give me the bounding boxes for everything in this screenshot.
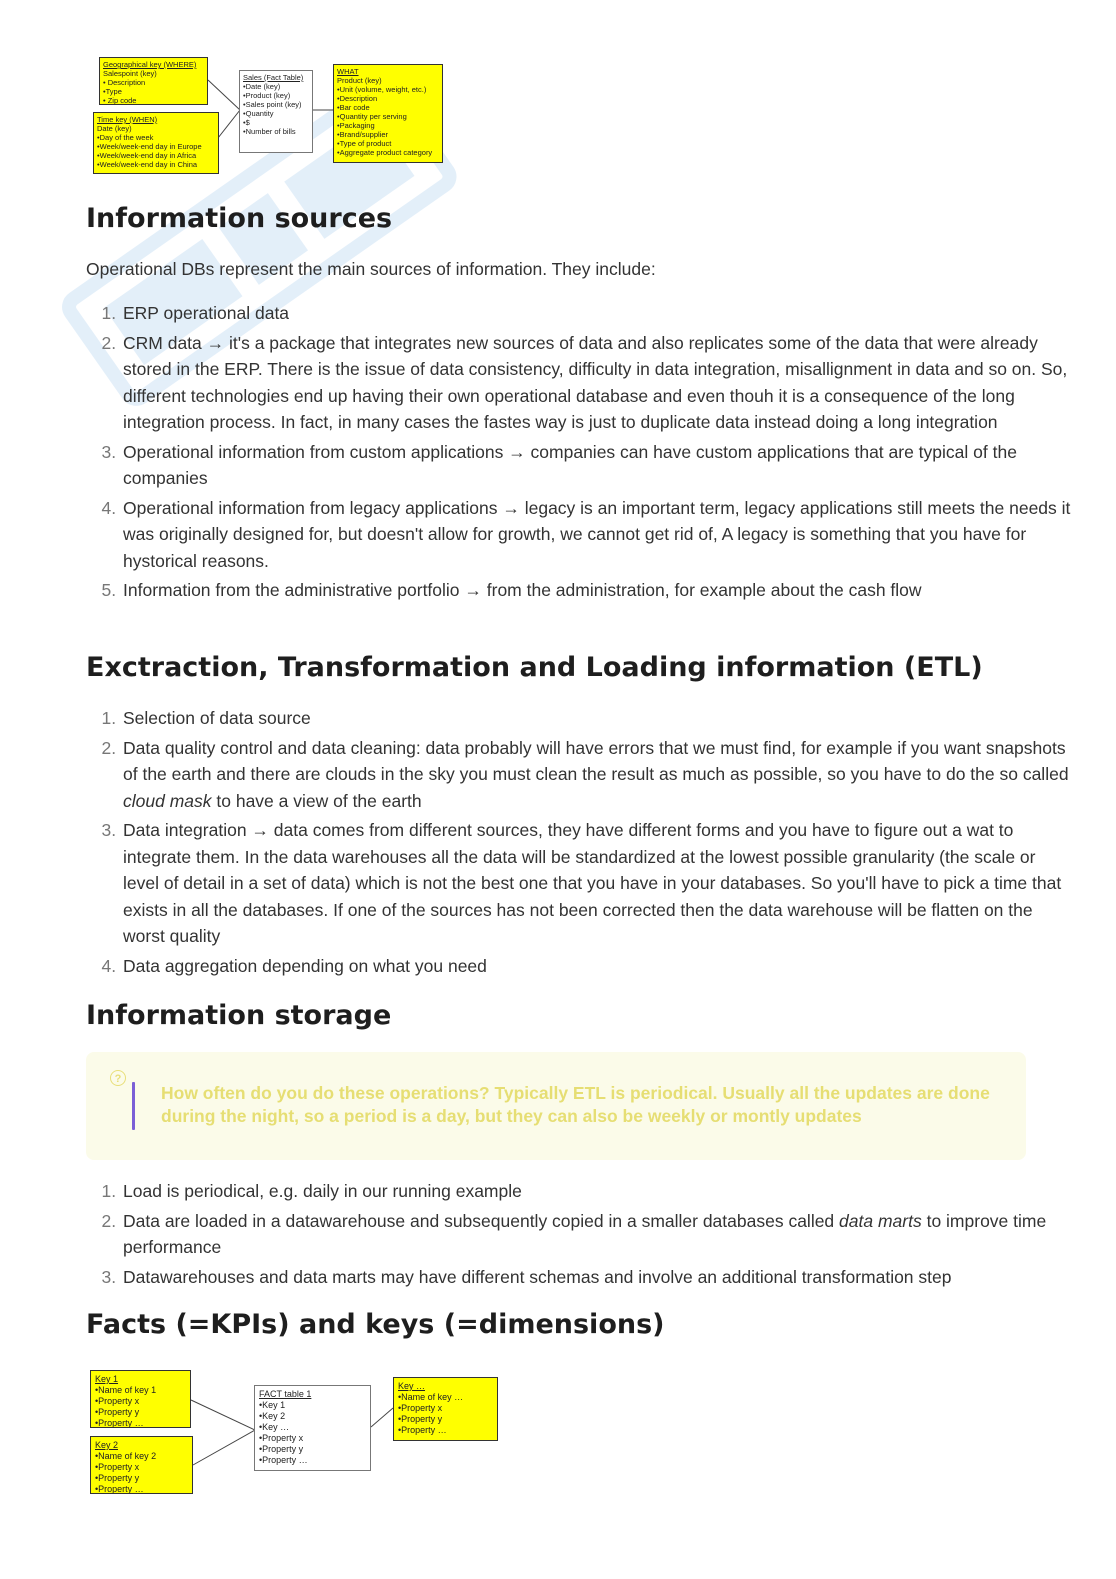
what-key-title: WHAT [337,67,359,76]
info-sources-list [86,300,1071,607]
list-item: 1. Selection of data source [121,705,1071,732]
key1-title: Key 1 [95,1374,119,1384]
storage-item2-text-end: to improve time performance [123,1210,1047,1257]
key2-line: •Property x [95,1462,140,1472]
list-item: 4. Data aggregation depending on what you need [121,953,1071,980]
when-key-line: •Week/week-end day in Africa [97,151,197,160]
sales-fact-table-box [239,70,313,153]
etl-list [86,705,1071,982]
heading-information-sources: Information sources [86,203,393,234]
sales-fact-title: Sales (Fact Table) [243,73,304,82]
when-key-line: •Week/week-end day in Europe [97,142,202,151]
key2-title: Key 2 [95,1440,119,1450]
list-item: 3. Datawarehouses and data marts may have different schemas and involve an additional transformation step [121,1264,1071,1291]
keyn-line: •Property … [398,1425,447,1435]
fact-table-line: •Property y [259,1444,304,1454]
when-key-title: Time key (WHEN) [97,115,158,124]
when-key-line: •Day of the week [97,133,154,142]
star-schema-diagram-generic [0,1360,520,1500]
question-icon: ? [110,1070,126,1086]
what-key-line: •Type of product [337,139,392,148]
key2-box [90,1436,193,1494]
key1-box [90,1370,191,1428]
list-item [121,1208,1071,1261]
fact-table-line: •Key 1 [259,1400,286,1410]
callout-box [86,1052,1026,1160]
key1-line: •Property y [95,1407,140,1417]
etl-item2-text: Data quality control and data cleaning: data probably will have errors that we must find, for example if you want snapshots of the earth and there are clouds in the sky you must clean the result as much as possible, so you have to do the so called [123,737,1069,784]
list-item: 3. Data integration → data comes from different sources, they have different forms and you have to figure out a wat to integrate them. In the data warehouses all the data will be standardized at the lowest possible granularity (the scale or level of detail in a set of data) which is not the best one that you have in your databases. So you'll have to pick a time that exists in all the databases. If one of the sources has not been corrected then the data warehouse will be flatten on the worst quality [121,817,1071,950]
heading-facts-keys: Facts (=KPIs) and keys (=dimensions) [86,1309,665,1340]
key2-line: •Property y [95,1473,140,1483]
keyn-box [393,1377,498,1441]
key1-line: •Name of key 1 [95,1385,157,1395]
fact-table-line: •Key … [259,1422,290,1432]
what-key-line: •Brand/supplier [337,130,388,139]
what-key-line: Product (key) [337,76,382,85]
etl-item2-text-end: to have a view of the earth [211,790,422,811]
what-key-line: •Bar code [337,103,370,112]
data-marts-term: data marts [839,1210,922,1231]
what-key-line: •Packaging [337,121,375,130]
list-item: 1. Load is periodical, e.g. daily in our running example [121,1178,1071,1205]
callout-text: How often do you do these operations? Typically ETL is periodical. Usually all the updates are done during the night, so a period is a day, but they can also be weekly or montly updates [161,1083,990,1126]
list-item [121,735,1071,815]
sales-fact-line: •Date (key) [243,82,281,91]
fact-table-title: FACT table 1 [259,1389,312,1399]
sales-fact-line: •$ [243,118,250,127]
sales-fact-line: •Number of bills [243,127,296,136]
when-key-line: •Week/week-end day in China [97,160,198,169]
key1-line: •Property … [95,1418,144,1428]
where-key-line: • Zip code [103,96,137,105]
when-key-line: Date (key) [97,124,132,133]
key1-line: •Property x [95,1396,140,1406]
what-key-box [333,64,443,163]
list-item: 1. ERP operational data [121,300,1071,327]
info-sources-intro: Operational DBs represent the main sources of information. They include: [86,259,656,279]
fact-table-box [254,1385,371,1471]
keyn-title: Key … [398,1381,426,1391]
what-key-line: •Description [337,94,378,103]
what-key-line: •Quantity per serving [337,112,407,121]
callout-quote-bar [132,1082,135,1130]
key2-line: •Name of key 2 [95,1451,157,1461]
cloud-mask-term: cloud mask [123,790,212,811]
list-item: 2. CRM data → it's a package that integrates new sources of data and also replicates some of the data that were already stored in the ERP. There is the issue of data consistency, difficulty in data integration, misallignment in data and so on. So, different technologies end up having their own operational database and even thouh it is a consequence of the long integration process. In fact, in many cases the fastes way is just to duplicate data instead doing a long integration [121,330,1071,436]
sales-fact-line: •Sales point (key) [243,100,302,109]
where-key-line: Salespoint (key) [103,69,157,78]
fact-table-line: •Key 2 [259,1411,286,1421]
where-key-box [99,57,208,105]
fact-table-line: •Property x [259,1433,304,1443]
list-item: 3. Operational information from custom applications → companies can have custom applications that are typical of the companies [121,439,1071,492]
keyn-line: •Name of key … [398,1392,464,1402]
what-key-line: •Aggregate product category [337,148,433,157]
when-key-box [93,112,219,174]
fact-table-line: •Property … [259,1455,308,1465]
heading-etl: Exctraction, Transformation and Loading information (ETL) [86,652,983,683]
keyn-line: •Property x [398,1403,443,1413]
sales-fact-line: •Product (key) [243,91,291,100]
where-key-line: • Description [103,78,146,87]
keyn-line: •Property y [398,1414,443,1424]
key2-line: •Property … [95,1484,144,1494]
star-schema-diagram-sales [0,0,460,180]
what-key-line: •Unit (volume, weight, etc.) [337,85,427,94]
where-key-line: •Type [103,87,122,96]
list-item: 5. Information from the administrative portfolio → from the administration, for example about the cash flow [121,577,1071,604]
sales-fact-line: •Quantity [243,109,274,118]
heading-information-storage: Information storage [86,1000,392,1031]
storage-list [86,1178,1071,1293]
where-key-title: Geographical key (WHERE) [103,60,197,69]
list-item: 4. Operational information from legacy applications → legacy is an important term, legacy applications still meets the needs it was originally designed for, but doesn't allow for growth, we cannot get rid of, A legacy is something that you have for hystorical reasons. [121,495,1071,575]
storage-item2-text: Data are loaded in a datawarehouse and subsequently copied in a smaller databases called [123,1210,840,1231]
